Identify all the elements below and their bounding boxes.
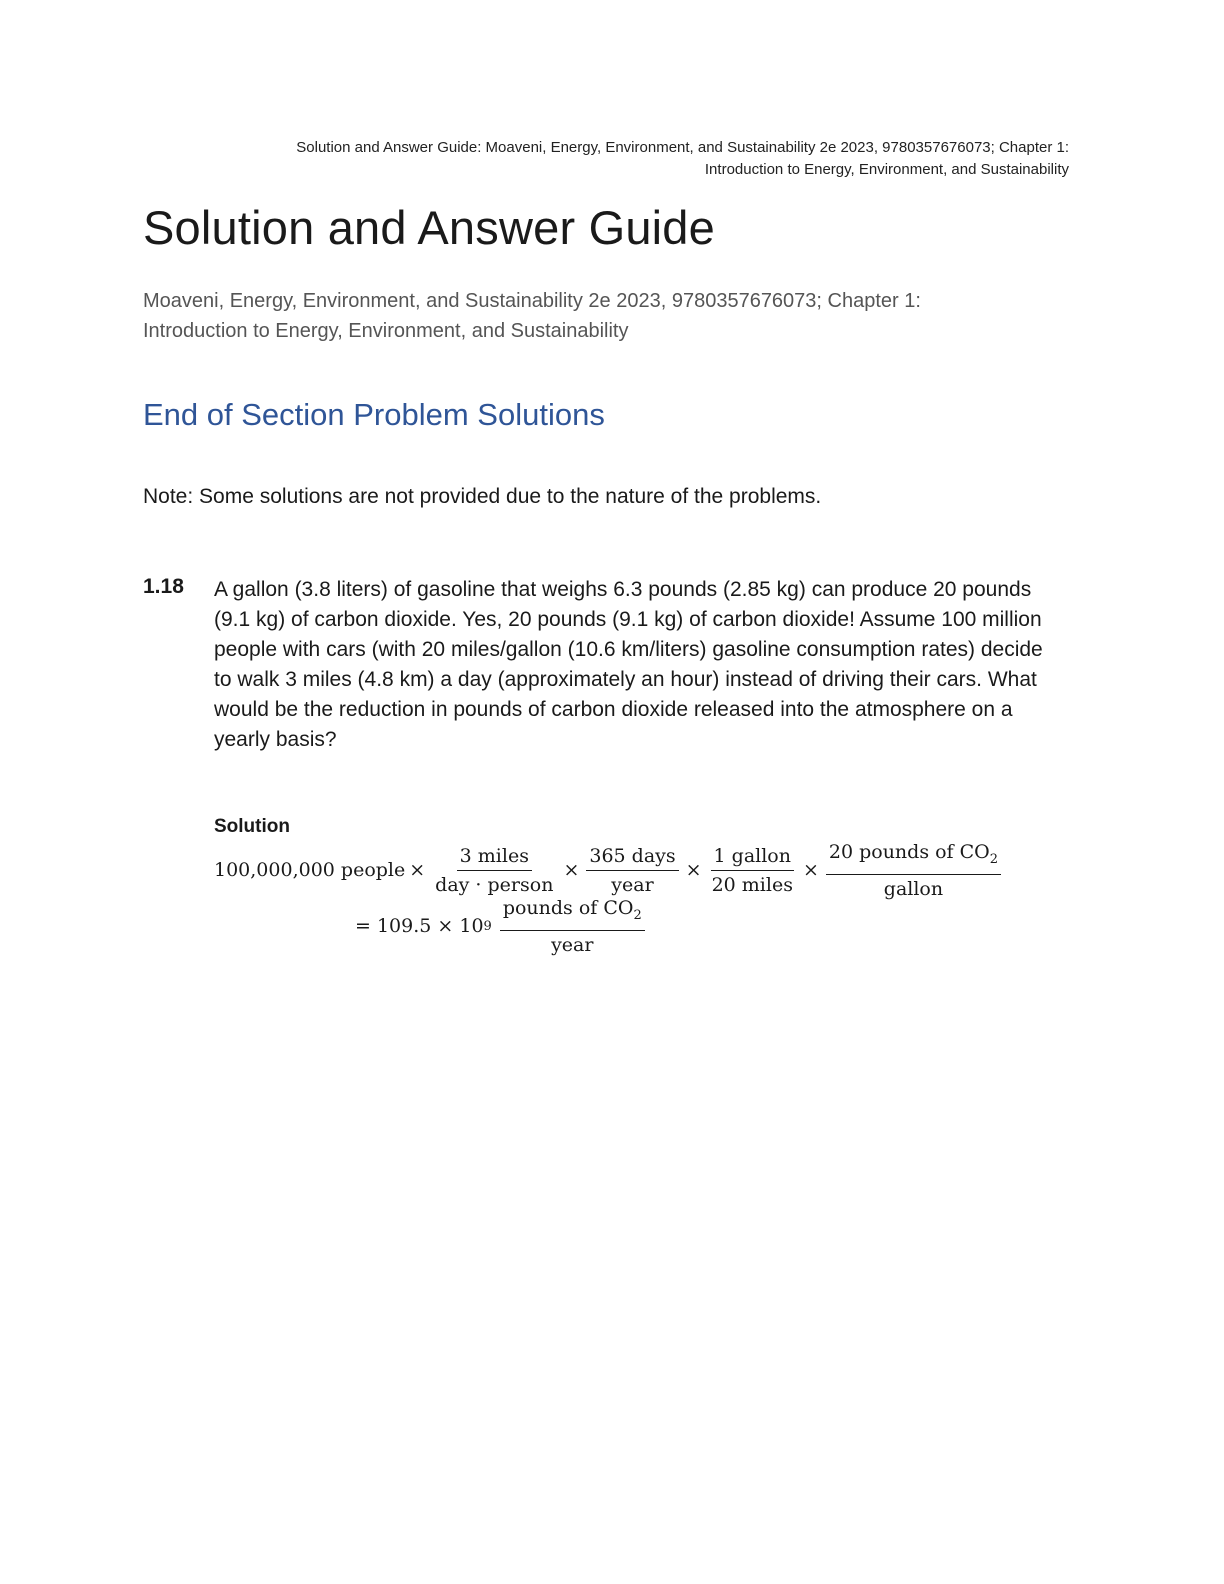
problem-number: 1.18 xyxy=(143,575,184,598)
fraction-numerator: 365 days xyxy=(586,844,678,871)
times-operator: × xyxy=(409,859,426,882)
fraction-gallon-per-miles xyxy=(709,844,796,897)
times-operator: × xyxy=(563,859,580,882)
co2-subscript: 2 xyxy=(989,851,999,867)
co2-subscript: 2 xyxy=(633,907,642,923)
equation-lead: 100,000,000 people xyxy=(214,859,406,882)
fraction-miles-per-day xyxy=(432,844,556,897)
fraction-denominator: 20 miles xyxy=(711,873,793,896)
fraction-numerator xyxy=(500,896,645,931)
section-heading: End of Section Problem Solutions xyxy=(143,397,605,432)
co2-text: 20 pounds of CO xyxy=(828,841,990,863)
problem-text: A gallon (3.8 liters) of gasoline that weighs 6.3 pounds (2.85 kg) can produce 20 pounds (9.1 kg) of carbon dioxide. Yes, 20 pounds (9.1 kg) of carbon dioxide! Assume 100 million people with cars (with 20 miles/gallon (10.6 km/liters) gasoline consumption rates) decide to walk 3 miles (4.8 km) a day (approximately an hour) instead of driving their cars. What would be the reduction in pounds of carbon dioxide released into the atmosphere on a yearly basis? xyxy=(214,578,1043,751)
result-exponent: 9 xyxy=(483,918,492,934)
page-title: Solution and Answer Guide xyxy=(143,201,715,254)
fraction-denominator: gallon xyxy=(883,877,944,900)
fraction-denominator: year xyxy=(611,873,654,896)
co2-text: pounds of CO xyxy=(502,897,634,919)
fraction-result xyxy=(500,896,645,957)
equation-line-2 xyxy=(355,896,648,957)
solution-label: Solution xyxy=(214,816,290,837)
running-header xyxy=(149,137,1069,181)
fraction-days-per-year xyxy=(586,844,678,897)
result-prefix: = 109.5 × 10 xyxy=(355,915,484,938)
fraction-numerator xyxy=(826,840,1001,875)
subtitle-line1: Moaveni, Energy, Environment, and Sustainability 2e 2023, 9780357676073; Chapter 1: xyxy=(143,290,921,312)
times-operator: × xyxy=(685,859,702,882)
subtitle xyxy=(143,286,1043,346)
subtitle-line2: Introduction to Energy, Environment, and Sustainability xyxy=(143,320,629,342)
fraction-co2-per-gallon xyxy=(826,840,1001,901)
fraction-denominator: year xyxy=(551,933,594,956)
running-header-line2: Introduction to Energy, Environment, and Sustainability xyxy=(704,161,1069,178)
running-header-line1: Solution and Answer Guide: Moaveni, Energy, Environment, and Sustainability 2e 2023, 9780357676073; Chapter 1: xyxy=(296,139,1069,156)
fraction-denominator: day · person xyxy=(435,873,554,896)
note-text: Note: Some solutions are not provided due to the nature of the problems. xyxy=(143,485,822,508)
times-operator: × xyxy=(802,859,819,882)
equation-line-1 xyxy=(214,840,1004,901)
fraction-numerator: 3 miles xyxy=(457,844,532,871)
fraction-numerator: 1 gallon xyxy=(711,844,794,871)
